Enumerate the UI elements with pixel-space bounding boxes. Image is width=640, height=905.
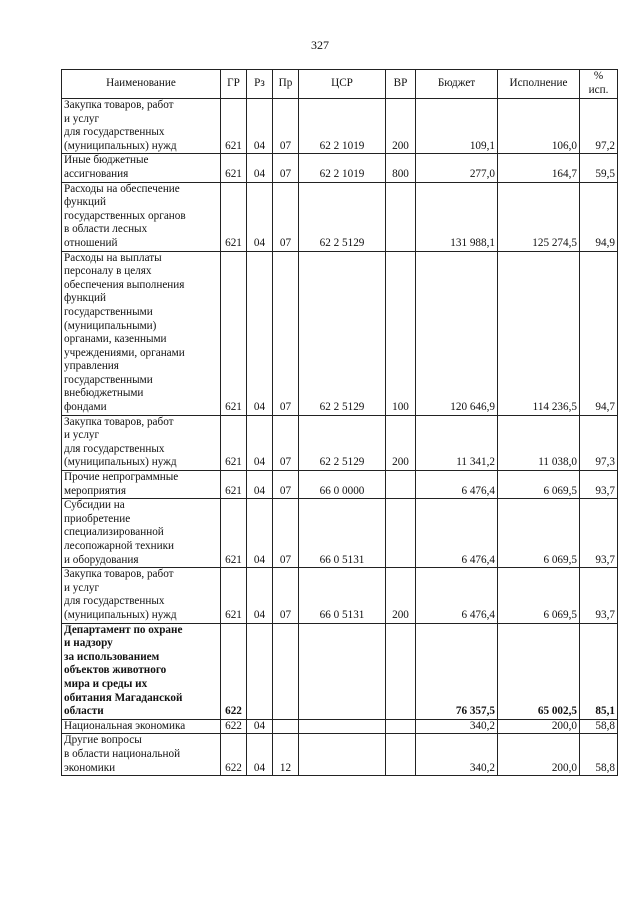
cell-budget: 76 357,5 — [416, 623, 498, 719]
cell-name: Другие вопросы в области национальной экономики — [62, 734, 221, 776]
cell-vr — [386, 182, 416, 251]
cell-pr: 07 — [273, 182, 299, 251]
cell-name: Расходы на выплаты персоналу в целях обеспечения выполнения функций государственными (муниципальными) органами, казенными учреждениями, органами управления государственными внебюджетными фондами — [62, 251, 221, 415]
cell-gr: 621 — [221, 499, 247, 568]
cell-gr: 621 — [221, 471, 247, 499]
cell-vr — [386, 471, 416, 499]
cell-gr: 622 — [221, 734, 247, 776]
cell-percent: 94,9 — [580, 182, 618, 251]
cell-csr — [299, 623, 386, 719]
header-rz: Рз — [247, 70, 273, 99]
cell-gr: 621 — [221, 182, 247, 251]
cell-name: Закупка товаров, работ и услуг для государственных (муниципальных) нужд — [62, 415, 221, 470]
cell-rz: 04 — [247, 499, 273, 568]
cell-rz: 04 — [247, 568, 273, 623]
cell-vr — [386, 499, 416, 568]
cell-pr: 07 — [273, 154, 299, 182]
cell-rz: 04 — [247, 182, 273, 251]
cell-gr: 621 — [221, 251, 247, 415]
cell-budget: 277,0 — [416, 154, 498, 182]
cell-name: Закупка товаров, работ и услуг для государственных (муниципальных) нужд — [62, 568, 221, 623]
cell-percent: 58,8 — [580, 734, 618, 776]
cell-rz: 04 — [247, 734, 273, 776]
cell-vr — [386, 623, 416, 719]
cell-name: Иные бюджетные ассигнования — [62, 154, 221, 182]
cell-percent: 93,7 — [580, 568, 618, 623]
header-pr: Пр — [273, 70, 299, 99]
cell-csr: 66 0 5131 — [299, 568, 386, 623]
cell-pr: 07 — [273, 415, 299, 470]
header-csr: ЦСР — [299, 70, 386, 99]
header-vr: ВР — [386, 70, 416, 99]
cell-csr: 62 2 5129 — [299, 182, 386, 251]
budget-table — [61, 69, 618, 776]
cell-percent: 93,7 — [580, 499, 618, 568]
table-body — [62, 99, 618, 776]
table-row — [62, 99, 618, 154]
cell-execution: 106,0 — [498, 99, 580, 154]
table-row — [62, 568, 618, 623]
cell-execution: 200,0 — [498, 734, 580, 776]
cell-budget: 6 476,4 — [416, 568, 498, 623]
table-row — [62, 415, 618, 470]
cell-rz: 04 — [247, 415, 273, 470]
cell-name: Субсидии на приобретение специализированной лесопожарной техники и оборудования — [62, 499, 221, 568]
cell-pr: 07 — [273, 499, 299, 568]
cell-name: Департамент по охране и надзору за использованием объектов животного мира и среды их обитания Магаданской области — [62, 623, 221, 719]
cell-vr: 800 — [386, 154, 416, 182]
cell-execution: 125 274,5 — [498, 182, 580, 251]
cell-execution: 114 236,5 — [498, 251, 580, 415]
table-row — [62, 251, 618, 415]
cell-gr: 622 — [221, 719, 247, 734]
cell-execution: 6 069,5 — [498, 499, 580, 568]
cell-vr: 200 — [386, 99, 416, 154]
cell-budget: 340,2 — [416, 734, 498, 776]
cell-csr: 66 0 5131 — [299, 499, 386, 568]
cell-percent: 93,7 — [580, 471, 618, 499]
cell-csr: 66 0 0000 — [299, 471, 386, 499]
cell-rz: 04 — [247, 471, 273, 499]
cell-vr: 100 — [386, 251, 416, 415]
cell-gr: 621 — [221, 99, 247, 154]
cell-gr: 621 — [221, 154, 247, 182]
cell-percent: 59,5 — [580, 154, 618, 182]
table-row — [62, 154, 618, 182]
cell-execution: 164,7 — [498, 154, 580, 182]
cell-pr — [273, 719, 299, 734]
cell-csr: 62 2 5129 — [299, 415, 386, 470]
cell-percent: 97,3 — [580, 415, 618, 470]
cell-budget: 109,1 — [416, 99, 498, 154]
cell-rz: 04 — [247, 251, 273, 415]
cell-name: Закупка товаров, работ и услуг для государственных (муниципальных) нужд — [62, 99, 221, 154]
cell-vr — [386, 734, 416, 776]
cell-name: Расходы на обеспечение функций государственных органов в области лесных отношений — [62, 182, 221, 251]
cell-csr: 62 2 1019 — [299, 154, 386, 182]
cell-gr: 622 — [221, 623, 247, 719]
cell-budget: 6 476,4 — [416, 499, 498, 568]
header-budget: Бюджет — [416, 70, 498, 99]
cell-budget: 6 476,4 — [416, 471, 498, 499]
cell-execution: 11 038,0 — [498, 415, 580, 470]
cell-budget: 131 988,1 — [416, 182, 498, 251]
cell-gr: 621 — [221, 568, 247, 623]
cell-execution: 6 069,5 — [498, 471, 580, 499]
cell-percent: 94,7 — [580, 251, 618, 415]
cell-pr: 07 — [273, 471, 299, 499]
table-row — [62, 623, 618, 719]
page-number: 327 — [311, 38, 329, 52]
cell-budget: 11 341,2 — [416, 415, 498, 470]
header-percent: % исп. — [580, 70, 618, 99]
cell-name: Прочие непрограммные мероприятия — [62, 471, 221, 499]
table-row — [62, 471, 618, 499]
cell-gr: 621 — [221, 415, 247, 470]
table-row — [62, 182, 618, 251]
header-name: Наименование — [62, 70, 221, 99]
cell-csr: 62 2 5129 — [299, 251, 386, 415]
cell-vr: 200 — [386, 415, 416, 470]
cell-percent: 85,1 — [580, 623, 618, 719]
cell-rz: 04 — [247, 154, 273, 182]
cell-pr: 12 — [273, 734, 299, 776]
cell-rz: 04 — [247, 719, 273, 734]
cell-rz — [247, 623, 273, 719]
cell-name: Национальная экономика — [62, 719, 221, 734]
cell-execution: 65 002,5 — [498, 623, 580, 719]
cell-csr: 62 2 1019 — [299, 99, 386, 154]
cell-pr: 07 — [273, 251, 299, 415]
cell-execution: 6 069,5 — [498, 568, 580, 623]
table-row — [62, 734, 618, 776]
cell-vr: 200 — [386, 568, 416, 623]
cell-percent: 97,2 — [580, 99, 618, 154]
cell-rz: 04 — [247, 99, 273, 154]
table-row — [62, 499, 618, 568]
cell-execution: 200,0 — [498, 719, 580, 734]
cell-vr — [386, 719, 416, 734]
cell-pr: 07 — [273, 99, 299, 154]
table-header-row — [62, 70, 618, 99]
cell-pr: 07 — [273, 568, 299, 623]
cell-csr — [299, 719, 386, 734]
cell-pr — [273, 623, 299, 719]
cell-budget: 340,2 — [416, 719, 498, 734]
cell-csr — [299, 734, 386, 776]
cell-percent: 58,8 — [580, 719, 618, 734]
header-gr: ГР — [221, 70, 247, 99]
table-row — [62, 719, 618, 734]
header-execution: Исполнение — [498, 70, 580, 99]
cell-budget: 120 646,9 — [416, 251, 498, 415]
